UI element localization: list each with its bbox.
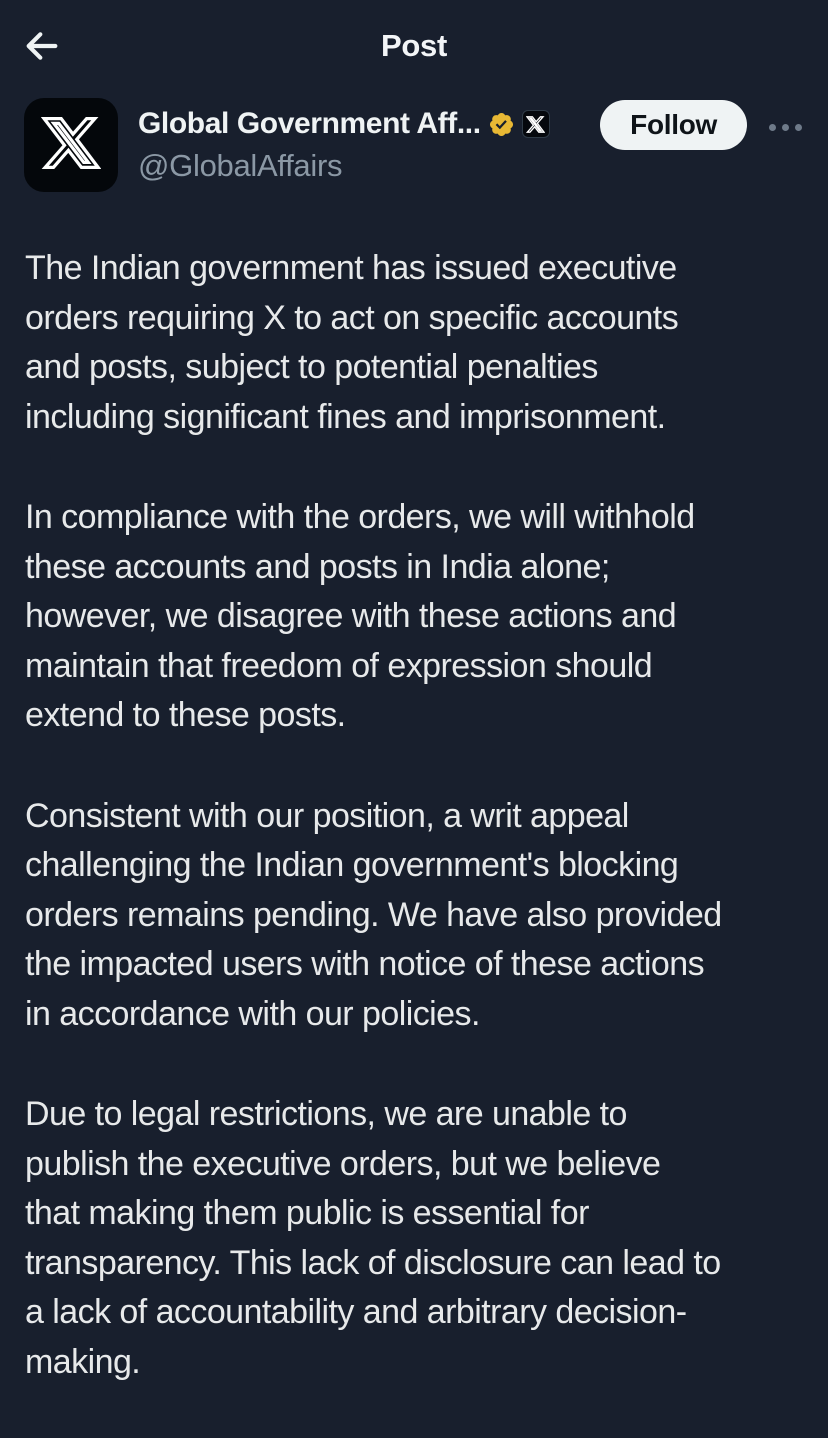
post-line: in accordance with our policies. <box>25 994 480 1033</box>
x-logo-icon <box>41 113 101 178</box>
author-handle[interactable]: @GlobalAffairs <box>138 148 343 183</box>
post-line: maintain that freedom of expression should <box>25 646 653 685</box>
post-line: however, we disagree with these actions and <box>25 597 677 635</box>
post-line: and posts, subject to potential penalties <box>25 348 598 386</box>
more-options-button[interactable] <box>769 120 802 135</box>
page-title: Post <box>381 28 447 63</box>
author-display-name[interactable]: Global Government Aff... <box>138 107 481 140</box>
post-line: including significant fines and imprisonment. <box>25 397 666 436</box>
ellipsis-icon <box>769 124 776 131</box>
top-bar <box>0 0 828 92</box>
author-info <box>138 98 600 184</box>
post-line: transparency. This lack of disclosure can lead to <box>25 1243 721 1282</box>
gold-verified-badge-icon[interactable] <box>488 111 515 138</box>
post-author-header <box>24 98 802 192</box>
post-line: the impacted users with notice of these actions <box>25 945 705 983</box>
ellipsis-icon <box>782 124 789 131</box>
post-line: that making them public is essential for <box>25 1194 589 1232</box>
post-paragraph <box>25 493 803 741</box>
avatar[interactable] <box>24 98 118 192</box>
post-line: challenging the Indian government's blocking <box>25 846 679 884</box>
x-logo-square-icon <box>526 115 545 134</box>
post-line: making. <box>25 1342 141 1381</box>
post-line: Due to legal restrictions, we are unable to <box>25 1095 627 1133</box>
post-line: orders requiring X to act on specific accounts <box>25 298 679 337</box>
post-line: The Indian government has issued executive <box>25 249 677 287</box>
post-line: these accounts and posts in India alone; <box>25 547 610 586</box>
post-line: Consistent with our position, a writ appeal <box>25 796 629 835</box>
post-line: a lack of accountability and arbitrary decision- <box>25 1293 687 1331</box>
post-paragraph <box>25 1090 803 1387</box>
post-paragraph <box>25 792 803 1040</box>
post-line: In compliance with the orders, we will withhold <box>25 498 695 536</box>
affiliate-badge[interactable] <box>522 110 550 138</box>
post-text <box>25 244 803 1438</box>
author-name-row <box>138 107 600 141</box>
post-line: orders remains pending. We have also provided <box>25 895 722 934</box>
post-line: extend to these posts. <box>25 696 346 734</box>
post-line: publish the executive orders, but we believe <box>25 1144 661 1183</box>
post-paragraph <box>25 244 803 442</box>
ellipsis-icon <box>795 124 802 131</box>
follow-button[interactable]: Follow <box>600 100 747 150</box>
